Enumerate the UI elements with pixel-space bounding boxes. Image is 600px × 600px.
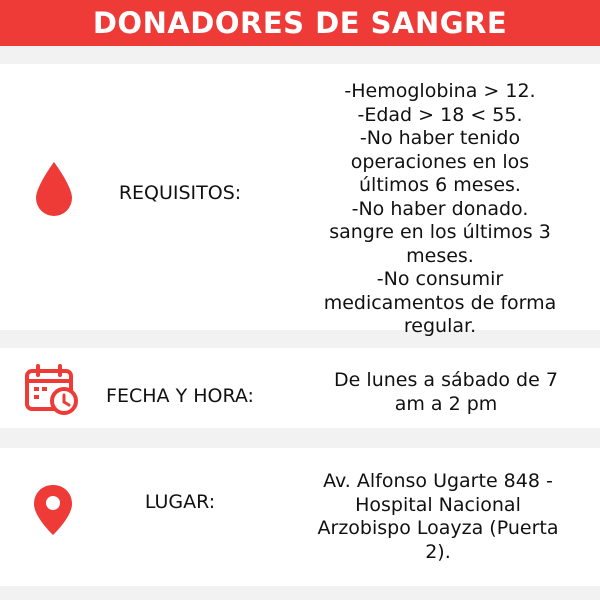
requirement-line: meses. (406, 244, 474, 267)
requirement-line: -No consumir (376, 268, 504, 290)
schedule-line: am a 2 pm (394, 392, 498, 415)
location-line: Av. Alfonso Ugarte 848 - (323, 470, 553, 492)
location-line: Arzobispo Loayza (Puerta (317, 517, 559, 539)
schedule-label: FECHA Y HORA: (106, 385, 254, 407)
requirement-line: últimos 6 meses. (359, 174, 521, 196)
blood-drop-icon (34, 160, 74, 216)
requirement-line: -No haber tenido (359, 127, 521, 149)
calendar-clock-icon (24, 364, 80, 416)
location-line: 2). (425, 540, 451, 563)
schedule-text (334, 369, 558, 416)
requirements-list (324, 80, 557, 339)
requirement-line: sangre en los últimos 3 (329, 221, 551, 243)
requirement-line: -Edad > 18 < 55. (357, 103, 523, 126)
schedule-line: De lunes a sábado de 7 (334, 369, 558, 391)
requirement-line: -Hemoglobina > 12. (344, 80, 536, 102)
page-title: DONADORES DE SANGRE (0, 0, 600, 46)
requirement-line: -No haber donado. (351, 197, 529, 220)
location-text (318, 470, 559, 564)
location-line: Hospital Nacional (355, 493, 521, 516)
requirement-line: operaciones en los (350, 150, 530, 173)
requirement-line: regular. (403, 315, 477, 337)
location-pin-icon (32, 483, 74, 537)
location-label: LUGAR: (144, 491, 216, 513)
requirement-line: medicamentos de forma (323, 291, 557, 314)
requirements-label: REQUISITOS: (118, 182, 242, 204)
